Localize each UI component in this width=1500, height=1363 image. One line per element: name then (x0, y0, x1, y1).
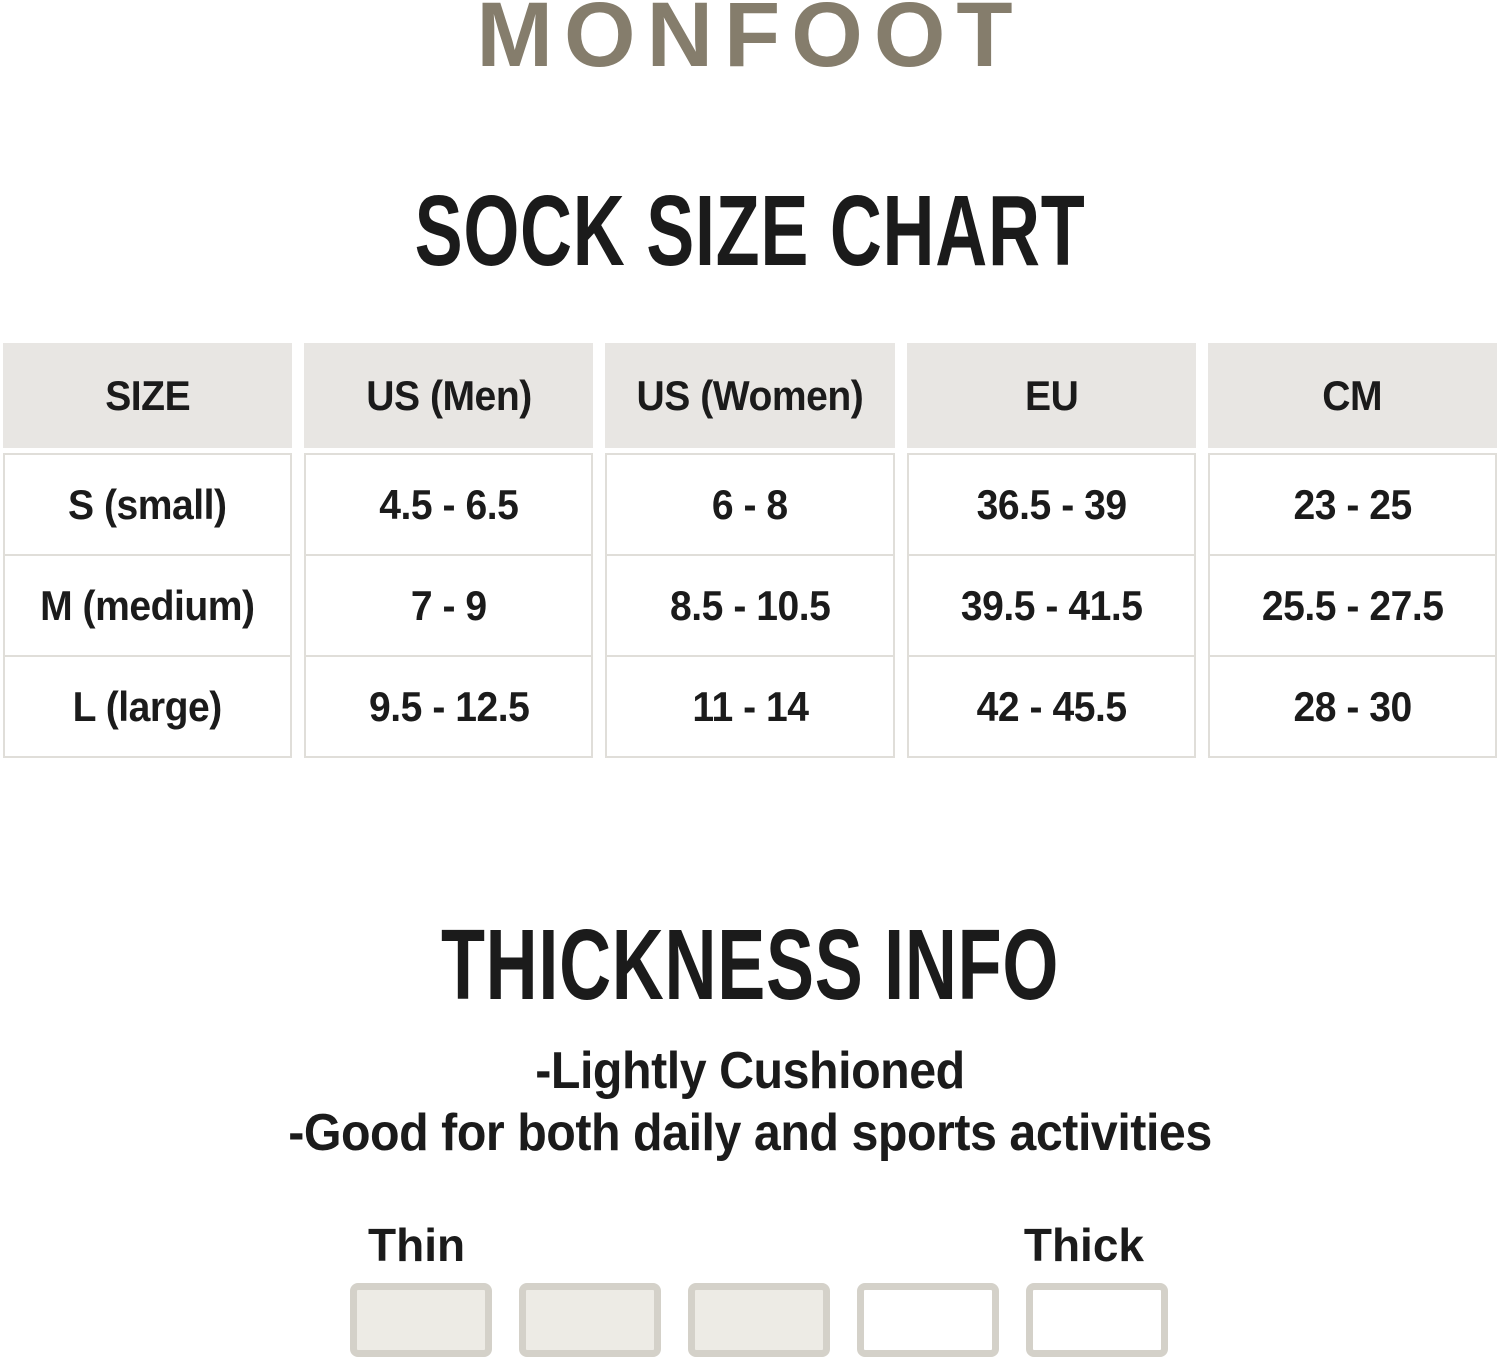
table-cell-value: 39.5 - 41.5 (960, 581, 1143, 629)
thickness-level-4-empty (857, 1283, 999, 1357)
column-header-label: US (Women) (636, 371, 864, 419)
thickness-title: THICKNESS INFO (440, 909, 1060, 1021)
size-chart-table (3, 343, 1497, 758)
table-cell-value: 4.5 - 6.5 (379, 480, 519, 528)
column-header-us-women (605, 343, 894, 448)
thickness-level-3-filled (688, 1283, 830, 1357)
column-header-us-men (304, 343, 593, 448)
table-cell-r0-size (3, 453, 292, 556)
table-cell-r2-size (3, 655, 292, 758)
size-chart-title: SOCK SIZE CHART (414, 175, 1086, 287)
table-cell-value: L (large) (72, 682, 223, 730)
table-cell-r1-cm (1208, 554, 1497, 657)
thin-label: Thin (368, 1219, 466, 1271)
table-cell-value: 28 - 30 (1293, 682, 1412, 730)
table-cell-value: 8.5 - 10.5 (669, 581, 831, 629)
table-cell-r2-cm (1208, 655, 1497, 758)
table-cell-r2-us-men (304, 655, 593, 758)
thickness-level-5-empty (1026, 1283, 1168, 1357)
table-cell-value: 7 - 9 (410, 581, 487, 629)
table-cell-r2-eu (907, 655, 1196, 758)
thickness-note-lightly-cushioned: -Lightly Cushioned (535, 1042, 965, 1100)
table-cell-value: 42 - 45.5 (976, 682, 1127, 730)
thickness-scale (350, 1219, 1168, 1357)
table-cell-value: S (small) (68, 480, 227, 528)
table-cell-value: M (medium) (40, 581, 255, 629)
table-cell-value: 6 - 8 (712, 480, 788, 528)
thickness-notes (0, 1040, 1500, 1164)
column-header-eu (907, 343, 1196, 448)
column-header-label: US (Men) (366, 371, 532, 419)
column-header-size (3, 343, 292, 448)
table-cell-value: 11 - 14 (691, 682, 809, 730)
table-column-cm (1208, 343, 1497, 758)
thickness-level-2-filled (519, 1283, 661, 1357)
table-column-size (3, 343, 292, 758)
table-cell-r2-us-women (605, 655, 894, 758)
table-cell-r1-us-women (605, 554, 894, 657)
table-cell-value: 25.5 - 27.5 (1261, 581, 1444, 629)
table-column-us-men (304, 343, 593, 758)
table-cell-r1-eu (907, 554, 1196, 657)
thickness-level-1-filled (350, 1283, 492, 1357)
column-header-label: CM (1322, 371, 1383, 419)
brand-logo: MONFOOT (476, 0, 1024, 86)
table-cell-r0-us-men (304, 453, 593, 556)
table-cell-value: 36.5 - 39 (976, 480, 1127, 528)
column-header-cm (1208, 343, 1497, 448)
thickness-note-daily-sports: -Good for both daily and sports activities (288, 1104, 1212, 1162)
table-cell-value: 9.5 - 12.5 (368, 682, 529, 730)
table-column-eu (907, 343, 1196, 758)
thick-label: Thick (1023, 1219, 1144, 1271)
table-column-us-women (605, 343, 894, 758)
table-cell-r1-size (3, 554, 292, 657)
table-cell-r0-cm (1208, 453, 1497, 556)
table-cell-r0-us-women (605, 453, 894, 556)
table-cell-r1-us-men (304, 554, 593, 657)
thickness-level-boxes (350, 1283, 1168, 1357)
column-header-label: SIZE (105, 371, 191, 419)
column-header-label: EU (1024, 371, 1078, 419)
table-cell-r0-eu (907, 453, 1196, 556)
table-cell-value: 23 - 25 (1293, 480, 1412, 528)
